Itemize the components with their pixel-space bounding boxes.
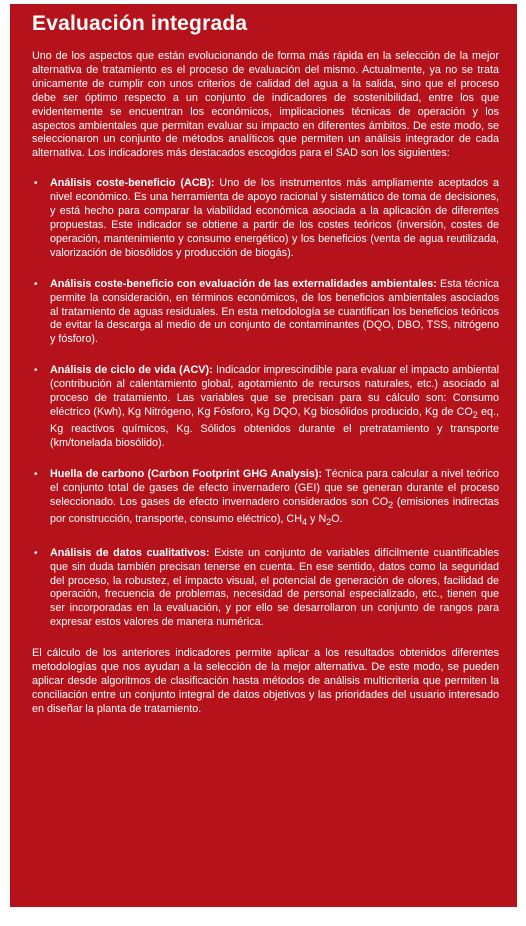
subscript: 2 bbox=[388, 499, 394, 510]
item-term: Análisis de datos cualitativos: bbox=[50, 546, 210, 559]
item-term: Análisis coste-beneficio con evaluación de las externalidades ambientales: bbox=[50, 277, 437, 290]
list-item-acv bbox=[32, 364, 499, 451]
item-term: Análisis de ciclo de vida (ACV): bbox=[50, 364, 213, 377]
item-text: y N bbox=[307, 512, 327, 525]
item-text: Uno de los instrumentos más ampliamente aceptados a nivel económico. Es una herramienta de apoyo racional y sistemático de toma de decisiones, y está hecho para comparar la viabilidad económica asociada a la aplicación de diferentes propuestas. Este indicador se obtiene a partir de los costes teóricos (inversión, costes de operación, mantenimiento y consumo energético) y los beneficios (venta de agua reutilizada, valorización de biosólidos y producción de biogás). bbox=[50, 177, 499, 259]
list-item-acb bbox=[32, 177, 499, 260]
subscript: 2 bbox=[472, 410, 478, 421]
indicator-list bbox=[32, 177, 499, 630]
item-text: Esta técnica permite la consideración, en términos económicos, de los beneficios ambientales asociados al tratamiento de aguas residuales. En esta metodología se cuantifican los beneficios teóricos de evitar la descarga al medio de un conjunto de contaminantes (DQO, DBO, TSS, nitrógeno y fósforo). bbox=[50, 277, 499, 346]
intro-paragraph: Uno de los aspectos que están evolucionando de forma más rápida en la selección de la mejor alternativa de tratamiento es el proceso de evaluación del mismo. Actualmente, ya no se trata únicamente de cumplir con unos criterios de calidad del agua a la salida, sino que el proceso debe ser óptimo respecto a un conjunto de indicadores de sostenibilidad, entre los que evidentemente se encuentran los económicos, implicaciones técnicas de operación y los aspectos ambientales que permitan evaluar su impacto en diferentes ámbitos. De este modo, se seleccionaron un conjunto de métodos analíticos que permiten un análisis integrador de cada alternativa. Los indicadores más destacados escogidos para el SAD son los siguientes: bbox=[32, 50, 499, 160]
list-item-datos-cualitativos bbox=[32, 547, 499, 630]
item-text: Técnica para calcular a nivel teórico el conjunto total de gases de efecto invernadero (GEI) que se generan durante el proceso seleccionado. Los gases de efecto invernadero considerados son CO bbox=[50, 467, 499, 508]
item-text: Existe un conjunto de variables difícilmente cuantificables que sin duda también precisan tenerse en cuenta. En ese sentido, datos como la seguridad del proceso, la robustez, el impacto visual, el potencial de generación de olores, facilidad de operación, frecuencia de problemas, necesidad de personal especializado, etc., tienen que ser incorporadas en la evaluación, y por ello se desarrollaron un conjunto de rangos para expresar estos valores de manera numérica. bbox=[50, 546, 499, 629]
panel-title: Evaluación integrada bbox=[32, 12, 248, 35]
item-text: O. bbox=[331, 512, 343, 525]
list-item-huella-carbono bbox=[32, 468, 499, 530]
item-term: Análisis coste-beneficio (ACB): bbox=[50, 177, 215, 190]
conclusion-paragraph: El cálculo de los anteriores indicadores permite aplicar a los resultados obtenidos diferentes metodologías que nos ayudan a la selección de la mejor alternativa. De este modo, se pueden aplicar desde algoritmos de clasificación hasta métodos de análisis multicriteria que permiten la conciliación entre un conjunto integral de datos objetivos y las prioridades del usuario interesado en diseñar la planta de tratamiento. bbox=[32, 647, 499, 715]
info-panel bbox=[10, 4, 517, 907]
list-item-acb-externalidades bbox=[32, 278, 499, 348]
item-term: Huella de carbono (Carbon Footprint GHG Analysis): bbox=[50, 467, 323, 480]
subscript: 2 bbox=[326, 516, 332, 527]
item-text: Indicador imprescindible para evaluar el impacto ambiental (contribución al calentamiento global, agotamiento de recursos naturales, etc.) asociado al proceso de tratamiento. Las variables que se precisan para su cálculo son: Consumo eléctrico (Kwh), Kg Nitrógeno, Kg Fósforo, Kg DQO, Kg biosólidos producido, Kg de CO bbox=[50, 364, 499, 418]
subscript: 4 bbox=[302, 516, 308, 527]
item-text: (emisiones indirectas por construcción, transporte, consumo eléctrico), CH bbox=[50, 495, 499, 525]
item-text: eq., Kg reactivos químicos, Kg. Sólidos obtenidos durante el pretratamiento y transporte (km/tonelada biosólido). bbox=[50, 405, 499, 449]
